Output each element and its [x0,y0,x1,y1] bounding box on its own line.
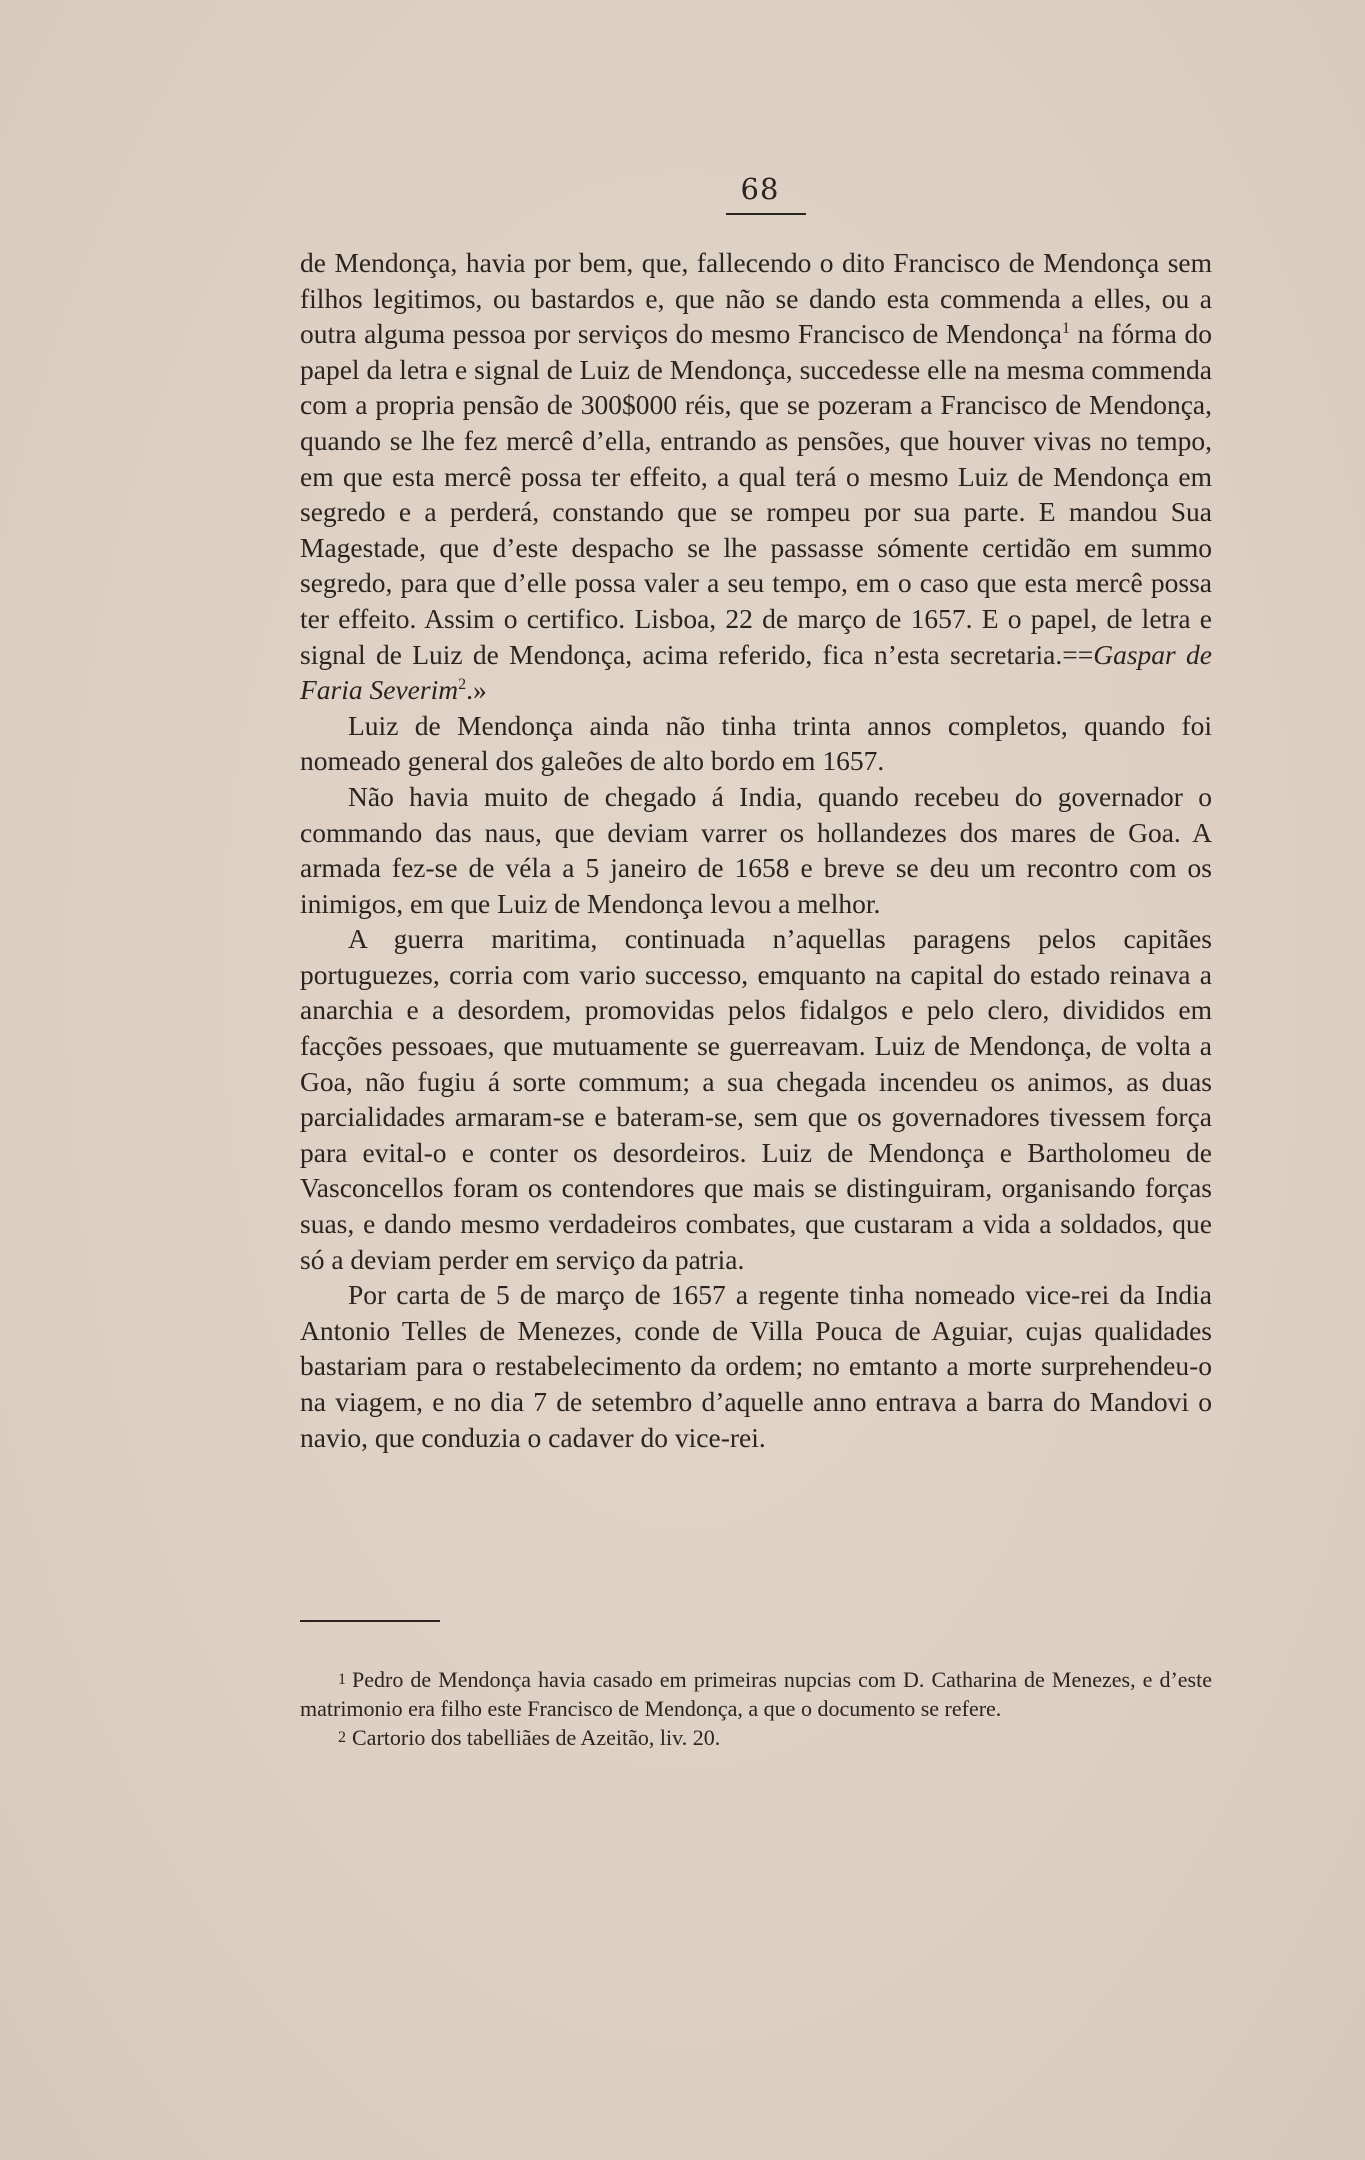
footnote [300,1665,1212,1723]
footnote-reference: 1 [1062,320,1070,338]
paragraph-text: Por carta de 5 de março de 1657 a regente tinha nomeado vice-rei da India Antonio Telles de Menezes, conde de Villa Pouca de Aguiar, cujas qualidades bastariam para o restabelecimento da ordem; no emtanto a morte surprehendeu-o na viagem, e no dia 7 de setembro d’aquelle anno entrava a barra do Mandovi o navio, que conduzia o cadaver do vice-rei. [300,1279,1212,1453]
paragraph [300,779,1212,921]
footnote-reference: 2 [458,675,467,693]
page-number-rule [726,213,806,215]
footnote-text: Pedro de Mendonça havia casado em primeiras nupcias com D. Catharina de Menezes, e d’este matrimonio era filho este Francisco de Mendonça, a que o documento se refere. [300,1667,1212,1721]
paragraph-text: Não havia muito de chegado á India, quando recebeu do governador o commando das naus, que deviam varrer os hollandezes dos mares de Goa. A armada fez-se de véla a 5 janeiro de 1658 e breve se deu um recontro com os inimigos, em que Luiz de Mendonça levou a melhor. [300,780,1212,919]
footnote-number: 1 [338,1671,346,1688]
paragraph-text: .» [466,674,487,706]
paragraph-text: na fórma do papel da letra e signal de Luiz de Mendonça, succedesse elle na mesma commenda com a propria pensão de 300$000 réis, que se pozeram a Francisco de Mendonça, quando se lhe fez mercê d’ella, entrando as pensões, que houver vivas no tempo, em que esta mercê possa ter effeito, a qual terá o mesmo Luiz de Mendonça em segredo e a perderá, constando que se rompeu por sua parte. E mandou Sua Magestade, que d’este despacho se lhe passasse sómente certidão em summo segredo, para que d’elle possa valer a seu tempo, em o caso que esta mercê possa ter effeito. Assim o certifico. Lisboa, 22 de março de 1657. E o papel, de letra e signal de Luiz de Mendonça, acima referido, fica n’esta secretaria.== [300,318,1212,670]
page-number: 68 [740,172,780,206]
paragraph [300,921,1212,1277]
paragraph [300,1277,1212,1455]
footnote-text: Cartorio dos tabelliães de Azeitão, liv. 20. [352,1725,721,1750]
footnotes [300,1665,1212,1752]
footnote-divider [300,1620,440,1622]
footnote [300,1723,1212,1752]
paragraph-text: Luiz de Mendonça ainda não tinha trinta annos completos, quando foi nomeado general dos galeões de alto bordo em 1657. [300,709,1212,777]
paragraph [300,245,1212,708]
signature-name: Gaspar de Faria Severim [300,638,1212,706]
paragraph-text: A guerra maritima, continuada n’aquellas paragens pelos capitães portuguezes, corria com vario successo, emquanto na capital do estado reinava a anarchia e a desordem, promovidas pelos fidalgos e pelo clero, divididos em facções pessoaes, que mutuamente se guerreavam. Luiz de Mendonça, de volta a Goa, não fugiu á sorte commum; a sua chegada incendeu os animos, as duas parcialidades armaram-se e bateram-se, sem que os governadores tivessem força para evital-o e conter os desordeiros. Luiz de Mendonça e Bartholomeu de Vasconcellos foram os contendores que mais se distinguiram, organisando forças suas, e dando mesmo verdadeiros combates, que custaram a vida a soldados, que só a deviam perder em serviço da patria. [300,923,1212,1275]
paragraph-text: de Mendonça, havia por bem, que, fallecendo o dito Francisco de Mendonça sem filhos legitimos, ou bastardos e, que não se dando esta commenda a elles, ou a outra alguma pessoa por serviços do mesmo Francisco de Mendonça [300,247,1212,350]
footnote-number: 2 [338,1729,346,1746]
body-text [300,245,1212,1455]
paragraph [300,708,1212,779]
